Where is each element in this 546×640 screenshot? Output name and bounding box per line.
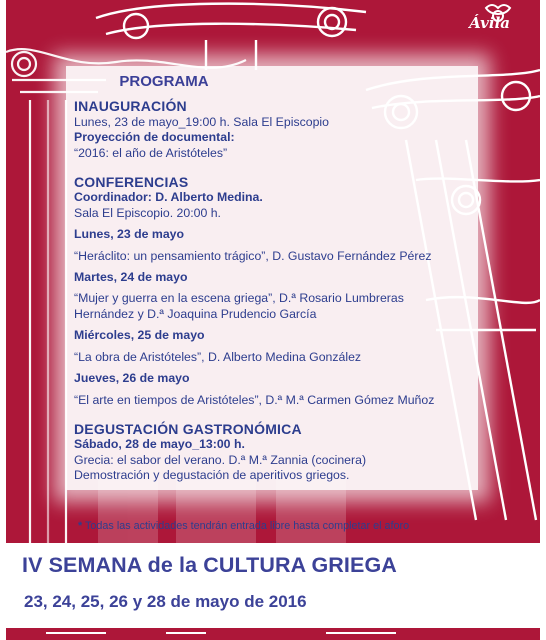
conference-venue: Sala El Episcopio. 20:00 h. [74, 205, 221, 220]
documentary-title: “2016: el año de Aristóteles” [74, 145, 228, 160]
footnote [78, 520, 540, 532]
bottom-bar-stripe [166, 632, 206, 634]
avila-logo-text: Ávila [469, 14, 510, 32]
programme-title: PROGRAMA [119, 73, 209, 90]
inauguracion-detail: Lunes, 23 de mayo_19:00 h. Sala El Episcopio [74, 114, 329, 129]
day-monday: Lunes, 23 de mayo [74, 227, 185, 242]
bottom-color-bar [6, 628, 540, 640]
degustacion-line2: Demostración y degustación de aperitivos griegos. [74, 468, 350, 483]
conferencias-heading: CONFERENCIAS [74, 174, 189, 191]
degustacion-heading: DEGUSTACIÓN GASTRONÓMICA [74, 420, 302, 437]
degustacion-line1: Grecia: el sabor del verano. D.ª M.ª Zannia (cocinera) [74, 452, 367, 467]
talk-tuesday-line2: Hernández y D.ª Joaquina Prudencio García [74, 306, 317, 321]
day-tuesday: Martes, 24 de mayo [74, 270, 188, 285]
footnote-text: Todas las actividades tendrán entrada libre hasta completar el aforo [82, 520, 410, 532]
bottom-bar-stripe [46, 632, 106, 634]
programme-content [74, 74, 494, 484]
event-dates: 23, 24, 25, 26 y 28 de mayo de 2016 [24, 592, 307, 611]
talk-thursday: “El arte en tiempos de Aristóteles”, D.ª M.ª Carmen Gómez Muñoz [74, 392, 435, 407]
red-background-area [6, 0, 540, 543]
talk-tuesday: “Mujer y guerra en la escena griega”, D.ª Rosario Lumbreras [74, 291, 404, 306]
day-thursday: Jueves, 26 de mayo [74, 371, 190, 386]
degustacion-day: Sábado, 28 de mayo_13:00 h. [74, 437, 245, 452]
inauguracion-heading: INAUGURACIÓN [74, 98, 187, 115]
event-headline: IV SEMANA de la CULTURA GRIEGA [22, 553, 397, 577]
day-wednesday: Miércoles, 25 de mayo [74, 328, 205, 343]
coordinator-label: Coordinador: D. Alberto Medina. [74, 190, 263, 205]
documentary-heading: Proyección de documental: [74, 130, 235, 145]
talk-wednesday: “La obra de Aristóteles”, D. Alberto Medina González [74, 349, 362, 364]
talk-monday: “Heráclito: un pensamiento trágico”, D. Gustavo Fernández Pérez [74, 248, 432, 263]
bottom-bar-stripe [326, 632, 396, 634]
footnote-asterisk: * [78, 520, 83, 532]
